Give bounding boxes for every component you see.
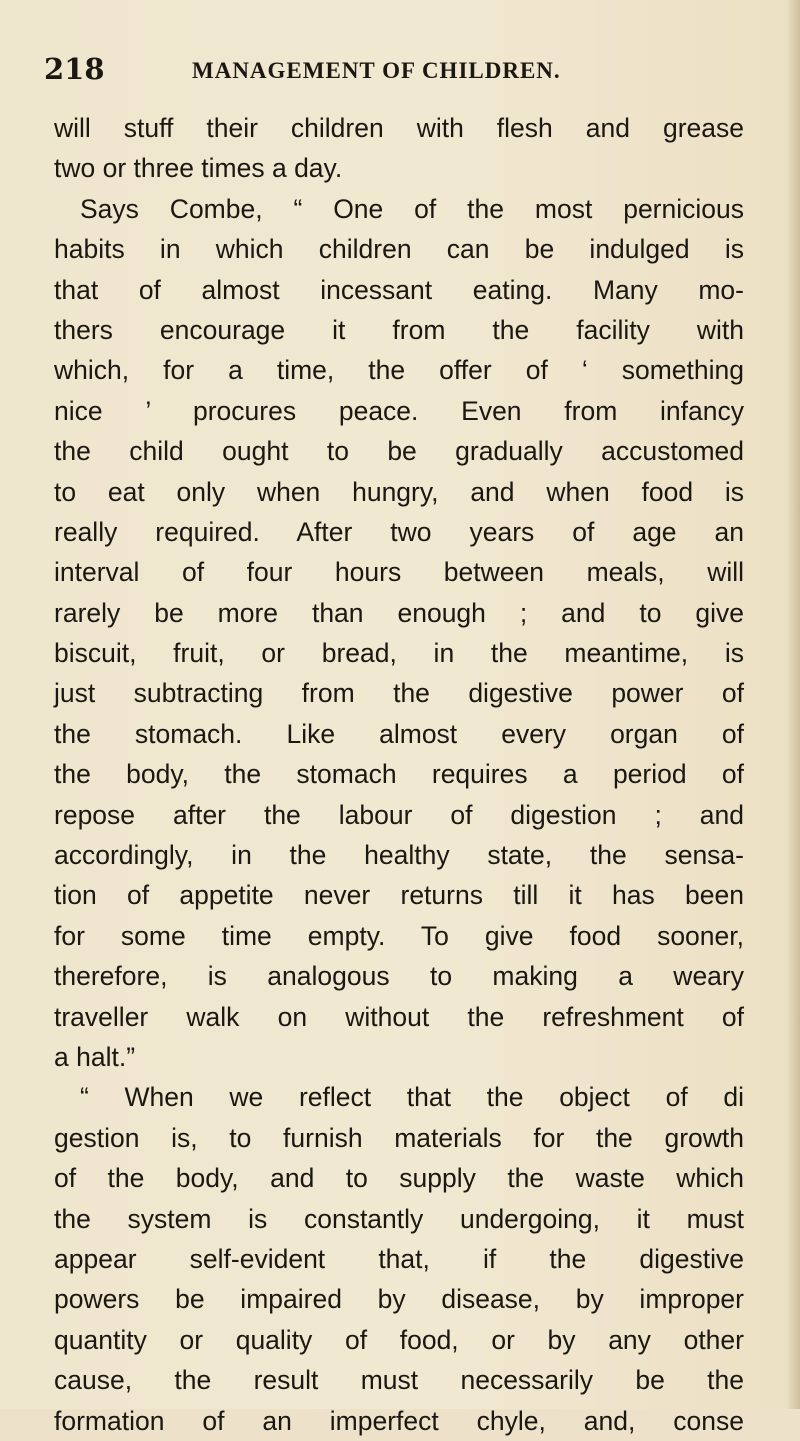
text-line: really required. After two years of age an xyxy=(54,516,744,547)
page-edge-shadow xyxy=(786,0,800,1409)
text-line: accordingly, in the healthy state, the sensa- xyxy=(54,840,744,871)
text-line: the body, the stomach requires a period of xyxy=(54,759,744,790)
text-line: powers be impaired by disease, by improper xyxy=(54,1284,744,1315)
text-line: just subtracting from the digestive power of xyxy=(54,678,744,709)
running-title: MANAGEMENT OF CHILDREN. xyxy=(192,58,561,83)
text-line: will stuff their children with flesh and grease xyxy=(54,113,744,143)
text-line: gestion is, to furnish materials for the growth xyxy=(54,1122,744,1153)
body-text xyxy=(54,108,744,1441)
text-line: quantity or quality of food, or by any other xyxy=(54,1324,744,1355)
text-line: which, for a time, the offer of ‘ something xyxy=(54,355,744,386)
text-line: tion of appetite never returns till it has been xyxy=(54,880,744,911)
text-line: formation of an imperfect chyle, and, conse xyxy=(54,1405,744,1436)
text-line: interval of four hours between meals, will xyxy=(54,557,744,588)
text-line: traveller walk on without the refreshment of xyxy=(54,1001,744,1032)
text-line: thers encourage it from the facility with xyxy=(54,314,744,345)
text-line: rarely be more than enough ; and to give xyxy=(54,597,744,628)
text-line: the stomach. Like almost every organ of xyxy=(54,718,744,749)
text-line: habits in which children can be indulged is xyxy=(54,234,744,265)
text-line: therefore, is analogous to making a weary xyxy=(54,961,744,992)
text-line: repose after the labour of digestion ; and xyxy=(54,799,744,830)
text-line: two or three times a day. xyxy=(54,153,343,184)
text-line: nice ’ procures peace. Even from infancy xyxy=(54,395,744,426)
text-line: for some time empty. To give food sooner, xyxy=(54,920,744,951)
text-line: Says Combe, “ One of the most pernicious xyxy=(80,193,744,224)
text-line: appear self-evident that, if the digestive xyxy=(54,1243,744,1274)
text-line: of the body, and to supply the waste which xyxy=(54,1163,744,1194)
text-line: a halt.” xyxy=(54,1041,136,1072)
text-line: that of almost incessant eating. Many mo- xyxy=(54,274,744,305)
text-line: to eat only when hungry, and when food is xyxy=(54,476,744,507)
page-number: 218 xyxy=(44,52,105,86)
text-line: cause, the result must necessarily be the xyxy=(54,1365,744,1396)
running-head xyxy=(44,52,744,92)
text-line: the system is constantly undergoing, it must xyxy=(54,1203,744,1234)
text-line: the child ought to be gradually accustomed xyxy=(54,436,744,467)
text-line: “ When we reflect that the object of di xyxy=(80,1082,744,1113)
text-line: biscuit, fruit, or bread, in the meantime, is xyxy=(54,638,744,669)
